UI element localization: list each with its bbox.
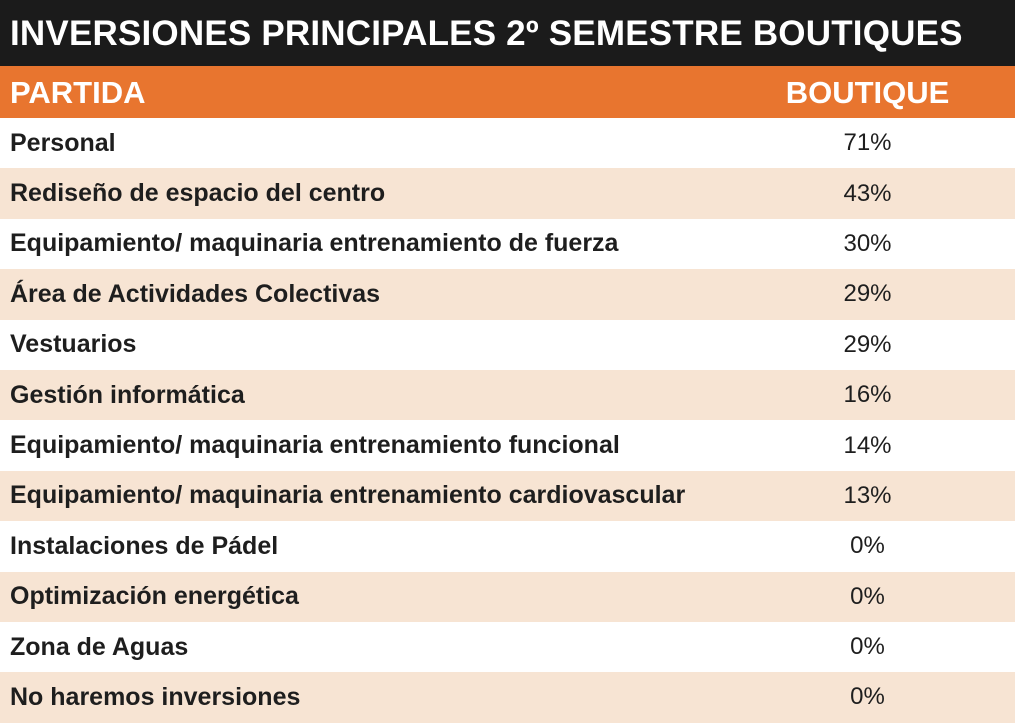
row-value: 0% (850, 532, 885, 560)
table-row (0, 521, 1015, 571)
table-row (0, 420, 1015, 470)
column-header-partida: PARTIDA (10, 74, 146, 110)
row-label: Área de Actividades Colectivas (10, 279, 381, 308)
row-label: Zona de Aguas (10, 632, 189, 661)
table-row (0, 672, 1015, 722)
row-label: Personal (10, 128, 116, 157)
row-label: Equipamiento/ maquinaria entrenamiento de fuerza (10, 229, 619, 258)
table-row (0, 320, 1015, 370)
row-value: 14% (843, 431, 892, 459)
table-row (0, 572, 1015, 622)
row-value: 13% (843, 481, 892, 509)
row-label: No haremos inversiones (10, 682, 301, 711)
table-header-row (0, 66, 1015, 118)
row-label: Equipamiento/ maquinaria entrenamiento funcional (10, 431, 620, 460)
table-row (0, 370, 1015, 420)
row-value: 0% (850, 582, 885, 610)
row-label: Instalaciones de Pádel (10, 531, 279, 560)
row-label: Gestión informática (10, 380, 245, 409)
row-label: Optimización energética (10, 582, 299, 611)
table-title: INVERSIONES PRINCIPALES 2º SEMESTRE BOUTIQUES (10, 13, 963, 53)
row-value: 29% (843, 280, 892, 308)
row-value: 30% (843, 229, 892, 257)
table-body (0, 118, 1015, 723)
row-value: 16% (843, 381, 892, 409)
table-row (0, 118, 1015, 168)
column-header-boutique: BOUTIQUE (785, 74, 950, 110)
row-label: Rediseño de espacio del centro (10, 179, 386, 208)
row-label: Equipamiento/ maquinaria entrenamiento cardiovascular (10, 481, 686, 510)
row-value: 0% (850, 683, 885, 711)
table-row (0, 168, 1015, 218)
table-row (0, 622, 1015, 672)
row-value: 0% (850, 633, 885, 661)
table-row (0, 219, 1015, 269)
row-value: 29% (843, 330, 892, 358)
title-bar (0, 0, 1015, 66)
table-row (0, 269, 1015, 319)
row-value: 71% (843, 129, 892, 157)
row-label: Vestuarios (10, 330, 137, 359)
row-value: 43% (843, 179, 892, 207)
table-row (0, 471, 1015, 521)
